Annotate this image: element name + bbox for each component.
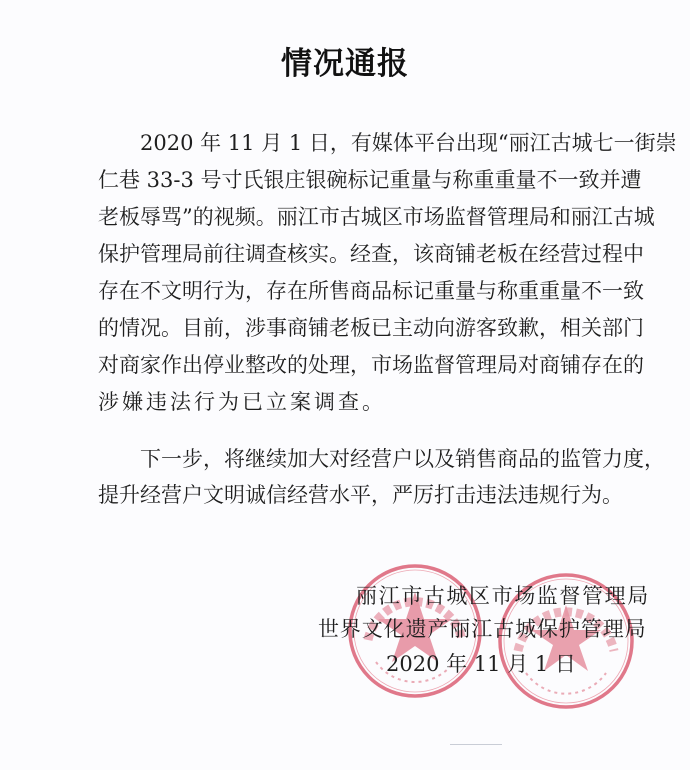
paragraph-line: 老板辱骂”的视频。丽江市古城区市场监督管理局和丽江古城: [98, 205, 655, 229]
paragraph-line: 2020 年 11 月 1 日，有媒体平台出现“丽江古城七一街崇: [140, 131, 677, 155]
paragraph-line: 保护管理局前往调查核实。经查，该商铺老板在经营过程中: [98, 242, 644, 266]
issuer-2: 世界文化遗产丽江古城保护管理局: [318, 617, 647, 641]
issuer-1: 丽江市古城区市场监督管理局: [356, 584, 650, 608]
paragraph-line: 的情况。目前，涉事商铺老板已主动向游客致歉，相关部门: [98, 316, 644, 340]
divider: [450, 744, 502, 745]
issue-date: 2020 年 11 月 1 日: [386, 652, 576, 676]
paragraph-line: 仁巷 33-3 号寸氏银庄银碗标记重量与称重重量不一致并遭: [98, 168, 642, 192]
document-title: 情况通报: [281, 46, 409, 82]
paragraph-line: 提升经营户文明诚信经营水平，严厉打击违法违规行为。: [98, 483, 623, 507]
paragraph-line: 存在不文明行为，存在所售商品标记重量与称重重量不一致: [98, 279, 644, 303]
paragraph-line: 对商家作出停业整改的处理，市场监督管理局对商铺存在的: [98, 353, 644, 377]
paragraph-line: 下一步，将继续加大对经营户以及销售商品的监管力度，: [140, 447, 665, 471]
paragraph-line: 涉嫌违法行为已立案调查。: [98, 390, 386, 414]
